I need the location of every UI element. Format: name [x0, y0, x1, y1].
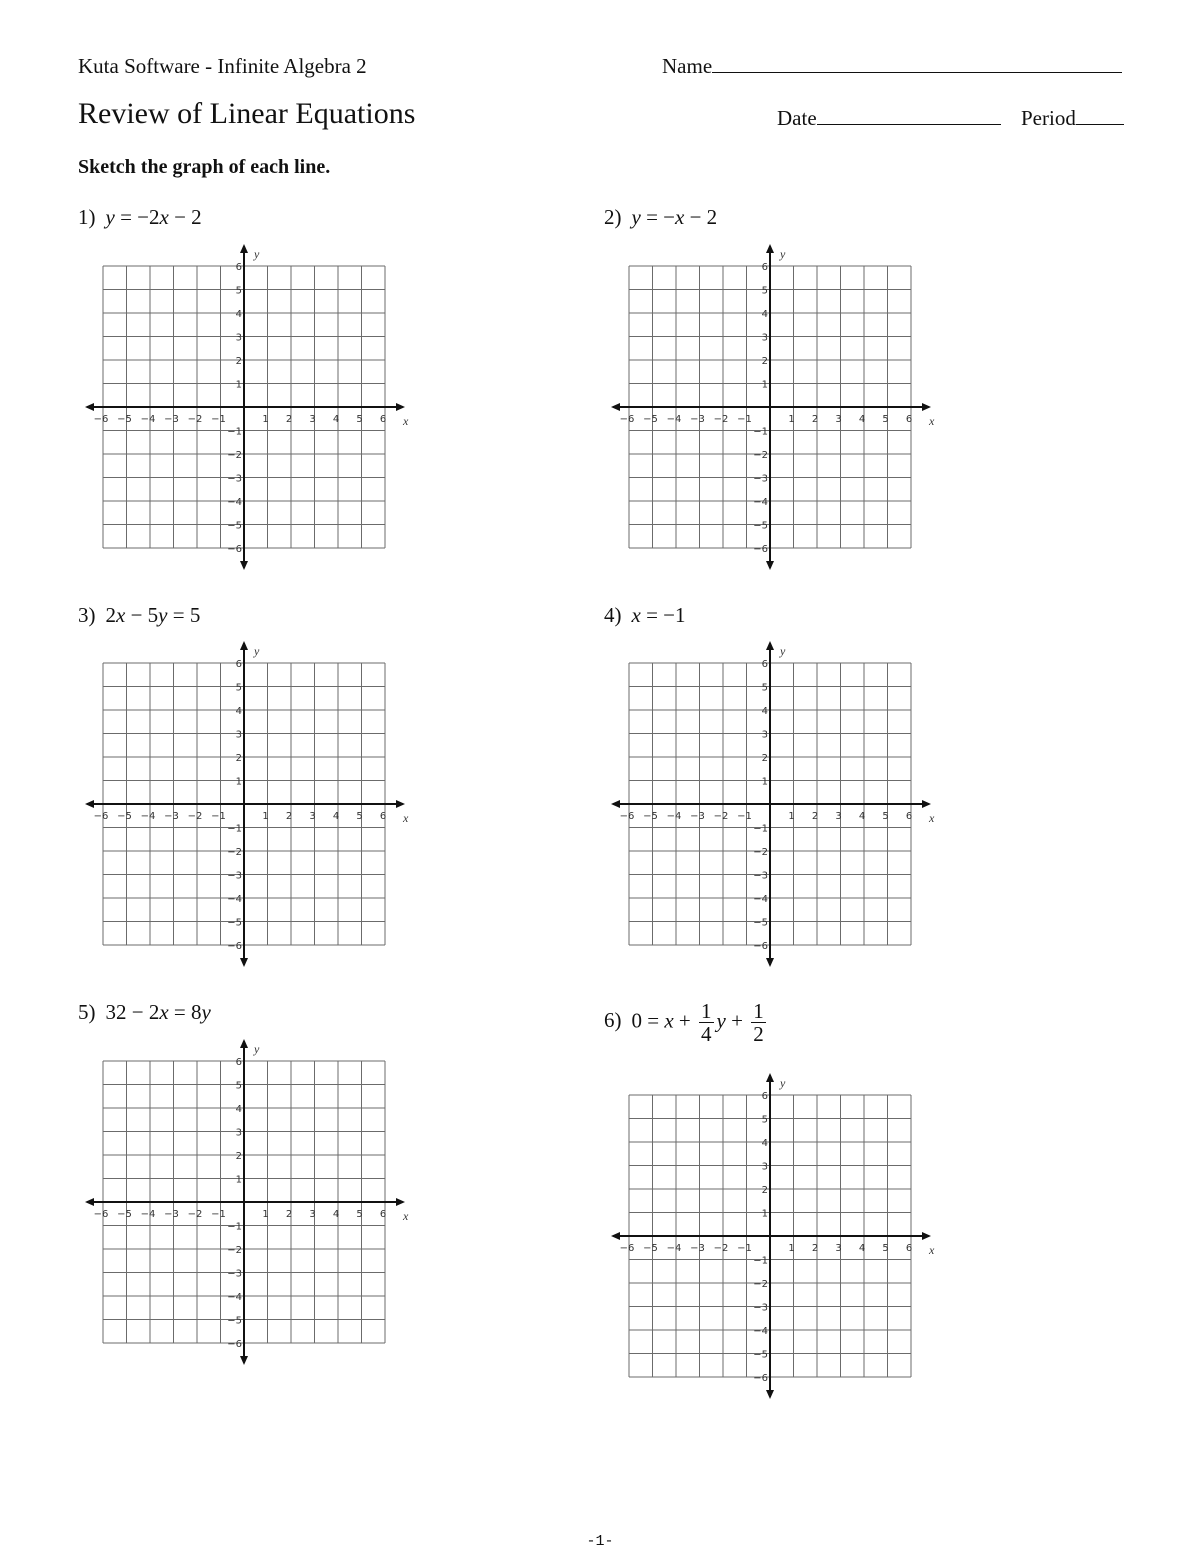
x-tick-label: −3 — [164, 811, 179, 822]
name-field[interactable] — [662, 54, 1122, 79]
x-tick-label: 5 — [882, 414, 889, 425]
x-tick-label: 4 — [858, 811, 866, 822]
y-tick-label: 3 — [235, 1127, 242, 1139]
x-tick-label: 6 — [905, 1243, 913, 1254]
y-tick-label: −4 — [227, 497, 242, 508]
date-label: Date — [777, 106, 817, 130]
x-axis-arrow-left — [85, 800, 94, 808]
y-tick-label: 5 — [761, 682, 768, 694]
name-blank[interactable] — [712, 55, 1122, 73]
y-tick-label: −6 — [227, 1339, 242, 1350]
x-tick-label: −1 — [211, 414, 226, 425]
y-tick-label: 2 — [761, 1185, 768, 1196]
coordinate-grid-2[interactable] — [608, 244, 938, 574]
instructions: Sketch the graph of each line. — [78, 156, 331, 178]
y-axis-arrow-up — [766, 1073, 774, 1082]
x-tick-label: −3 — [690, 414, 705, 425]
equation-part: + — [673, 1008, 697, 1033]
x-tick-label: −3 — [164, 414, 179, 425]
x-axis-label: x — [929, 414, 935, 428]
x-tick-label: −1 — [211, 811, 226, 822]
x-tick-label: 1 — [262, 1209, 269, 1220]
y-tick-label: −2 — [753, 1279, 768, 1290]
x-tick-label: 6 — [379, 1209, 387, 1220]
coordinate-grid-5[interactable] — [82, 1039, 412, 1369]
y-tick-label: −6 — [227, 941, 242, 952]
y-tick-label: −3 — [753, 1302, 768, 1314]
equation-part: = −1 — [640, 603, 686, 627]
equation-part: − 2 — [684, 205, 718, 229]
y-tick-label: 3 — [761, 1161, 768, 1173]
y-tick-label: −4 — [753, 497, 768, 508]
y-axis-arrow-down — [766, 958, 774, 967]
y-tick-label: 6 — [235, 1057, 242, 1068]
y-tick-label: 6 — [761, 262, 768, 273]
problem-number: 5) — [78, 1000, 96, 1024]
fraction-denominator: 2 — [753, 1022, 764, 1046]
y-tick-label: −6 — [753, 544, 768, 555]
equation-part: 32 − 2 — [105, 1000, 160, 1024]
date-blank[interactable] — [817, 107, 1001, 125]
x-axis-arrow-left — [611, 1232, 620, 1240]
y-axis-arrow-up — [240, 1039, 248, 1048]
y-tick-label: −2 — [753, 847, 768, 858]
publisher-header: Kuta Software - Infinite Algebra 2 — [78, 54, 367, 78]
x-tick-label: −6 — [619, 1243, 635, 1254]
x-tick-label: 2 — [811, 1243, 819, 1254]
y-axis-arrow-down — [766, 1390, 774, 1399]
y-tick-label: −1 — [227, 823, 242, 835]
page-title: Review of Linear Equations — [78, 97, 416, 130]
x-tick-label: −1 — [211, 1209, 226, 1220]
x-tick-label: 1 — [788, 1243, 795, 1254]
y-tick-label: 6 — [235, 659, 242, 670]
x-tick-label: −4 — [666, 1243, 682, 1254]
y-tick-label: 4 — [761, 309, 768, 320]
x-tick-label: 4 — [858, 414, 866, 425]
y-tick-label: 5 — [761, 1114, 768, 1126]
x-tick-label: −5 — [643, 811, 658, 822]
x-tick-label: −2 — [713, 1243, 729, 1254]
y-tick-label: −4 — [227, 894, 242, 905]
y-tick-label: −3 — [227, 870, 242, 882]
y-tick-label: 4 — [235, 1104, 242, 1115]
y-tick-label: 3 — [761, 729, 768, 741]
y-tick-label: −4 — [753, 1326, 768, 1337]
fraction — [699, 1000, 714, 1045]
equation-part: = − — [640, 205, 676, 229]
x-tick-label: 2 — [811, 811, 819, 822]
x-tick-label: 3 — [835, 811, 842, 822]
y-tick-label: −1 — [753, 1255, 768, 1267]
x-axis-arrow-right — [396, 800, 405, 808]
y-tick-label: 5 — [235, 682, 242, 694]
problem-2 — [604, 205, 717, 230]
y-axis-label: y — [780, 644, 786, 658]
y-tick-label: 1 — [235, 379, 242, 391]
x-tick-label: 1 — [788, 811, 795, 822]
x-tick-label: 5 — [882, 811, 889, 822]
x-tick-label: 3 — [309, 811, 316, 822]
x-tick-label: 4 — [858, 1243, 866, 1254]
equation-part: x — [159, 205, 169, 229]
x-tick-label: 2 — [811, 414, 819, 425]
equation-part: y — [105, 205, 115, 229]
x-tick-label: −2 — [713, 811, 729, 822]
y-tick-label: −1 — [227, 1221, 242, 1233]
period-blank[interactable] — [1076, 107, 1124, 125]
x-tick-label: 3 — [309, 414, 316, 425]
equation-part: x — [159, 1000, 169, 1024]
y-tick-label: −5 — [227, 520, 242, 532]
x-tick-label: −1 — [737, 811, 752, 822]
x-tick-label: −6 — [93, 414, 109, 425]
y-tick-label: −3 — [227, 1268, 242, 1280]
y-tick-label: 1 — [761, 379, 768, 391]
date-field[interactable] — [777, 106, 1001, 131]
x-axis-arrow-right — [922, 403, 931, 411]
y-tick-label: −1 — [227, 426, 242, 438]
equation-part: − 5 — [125, 603, 159, 627]
y-tick-label: 6 — [761, 1091, 768, 1102]
y-tick-label: 6 — [235, 262, 242, 273]
problem-number: 3) — [78, 603, 96, 627]
x-tick-label: 5 — [356, 1209, 363, 1220]
equation-part: x — [675, 205, 685, 229]
y-tick-label: −5 — [227, 917, 242, 929]
x-tick-label: 2 — [285, 811, 293, 822]
y-tick-label: 4 — [761, 706, 768, 717]
fraction-numerator: 1 — [701, 999, 712, 1023]
y-tick-label: 1 — [235, 776, 242, 788]
y-tick-label: −3 — [753, 473, 768, 485]
x-axis-arrow-left — [611, 403, 620, 411]
problem-3 — [78, 603, 200, 628]
y-tick-label: 5 — [761, 285, 768, 297]
x-axis-label: x — [403, 1209, 409, 1223]
x-tick-label: −1 — [737, 414, 752, 425]
y-tick-label: 2 — [235, 1151, 242, 1162]
equation-part: = 8 — [168, 1000, 202, 1024]
x-tick-label: −2 — [187, 1209, 203, 1220]
y-axis-arrow-down — [240, 561, 248, 570]
x-tick-label: −6 — [619, 414, 635, 425]
y-tick-label: −2 — [227, 847, 242, 858]
equation-part: 2 — [105, 603, 116, 627]
x-axis-label: x — [403, 811, 409, 825]
y-axis-label: y — [254, 247, 260, 261]
y-axis-label: y — [254, 1042, 260, 1056]
y-tick-label: 3 — [235, 332, 242, 344]
x-tick-label: 5 — [356, 414, 363, 425]
x-tick-label: −4 — [666, 811, 682, 822]
y-tick-label: 3 — [235, 729, 242, 741]
x-axis-label: x — [403, 414, 409, 428]
problem-4 — [604, 603, 686, 628]
x-tick-label: 4 — [332, 414, 340, 425]
coordinate-grid-1[interactable] — [82, 244, 412, 574]
x-tick-label: 5 — [356, 811, 363, 822]
x-tick-label: −2 — [187, 414, 203, 425]
y-tick-label: 1 — [761, 776, 768, 788]
y-tick-label: 3 — [761, 332, 768, 344]
equation-part: x — [664, 1008, 674, 1033]
x-tick-label: −1 — [737, 1243, 752, 1254]
x-tick-label: −5 — [117, 1209, 132, 1220]
y-axis-arrow-down — [766, 561, 774, 570]
equation-part: y — [201, 1000, 211, 1024]
x-tick-label: −4 — [666, 414, 682, 425]
x-axis-label: x — [929, 811, 935, 825]
coordinate-grid-3[interactable] — [82, 641, 412, 971]
page-number: -1- — [586, 1533, 614, 1550]
coordinate-grid-4[interactable] — [608, 641, 938, 971]
problem-6 — [604, 1000, 769, 1045]
period-label: Period — [1021, 106, 1076, 130]
y-tick-label: 2 — [761, 356, 768, 367]
y-tick-label: −4 — [753, 894, 768, 905]
y-axis-arrow-down — [240, 1356, 248, 1365]
y-tick-label: 2 — [235, 753, 242, 764]
x-axis-arrow-left — [85, 403, 94, 411]
x-axis-arrow-right — [922, 800, 931, 808]
equation-part: = −2 — [114, 205, 160, 229]
x-tick-label: −4 — [140, 414, 156, 425]
y-tick-label: −2 — [753, 450, 768, 461]
x-tick-label: −5 — [643, 1243, 658, 1254]
y-tick-label: −6 — [227, 544, 242, 555]
y-tick-label: 5 — [235, 1080, 242, 1092]
x-tick-label: 1 — [262, 811, 269, 822]
y-tick-label: −2 — [227, 1245, 242, 1256]
x-tick-label: 5 — [882, 1243, 889, 1254]
x-tick-label: −4 — [140, 811, 156, 822]
x-tick-label: −5 — [643, 414, 658, 425]
period-field[interactable] — [1021, 106, 1124, 131]
x-tick-label: 2 — [285, 1209, 293, 1220]
y-tick-label: 1 — [235, 1174, 242, 1186]
x-tick-label: 6 — [379, 811, 387, 822]
x-tick-label: −6 — [93, 811, 109, 822]
y-tick-label: 4 — [235, 309, 242, 320]
y-axis-arrow-up — [240, 244, 248, 253]
x-tick-label: 3 — [835, 1243, 842, 1254]
equation-part: 0 = — [631, 1008, 665, 1033]
fraction-denominator: 4 — [701, 1022, 712, 1046]
y-tick-label: −5 — [753, 1349, 768, 1361]
y-axis-label: y — [780, 1076, 786, 1090]
name-label: Name — [662, 54, 713, 78]
x-axis-arrow-right — [922, 1232, 931, 1240]
y-tick-label: 1 — [761, 1208, 768, 1220]
x-tick-label: 3 — [835, 414, 842, 425]
y-tick-label: 4 — [761, 1138, 768, 1149]
x-tick-label: 6 — [905, 811, 913, 822]
coordinate-grid-6[interactable] — [608, 1073, 938, 1403]
x-tick-label: 4 — [332, 811, 340, 822]
x-axis-label: x — [929, 1243, 935, 1257]
equation-part: y — [158, 603, 168, 627]
x-tick-label: −6 — [619, 811, 635, 822]
x-axis-arrow-right — [396, 1198, 405, 1206]
x-tick-label: −2 — [187, 811, 203, 822]
equation-part: + — [725, 1008, 749, 1033]
y-axis-arrow-up — [766, 641, 774, 650]
y-tick-label: −4 — [227, 1292, 242, 1303]
problem-1 — [78, 205, 202, 230]
y-tick-label: −3 — [227, 473, 242, 485]
y-tick-label: 6 — [761, 659, 768, 670]
y-tick-label: −5 — [753, 917, 768, 929]
x-axis-arrow-left — [611, 800, 620, 808]
y-tick-label: −1 — [753, 426, 768, 438]
problem-number: 6) — [604, 1008, 622, 1033]
equation-part: x — [631, 603, 641, 627]
x-tick-label: −3 — [164, 1209, 179, 1220]
y-tick-label: −5 — [227, 1315, 242, 1327]
equation-part: y — [631, 205, 641, 229]
x-axis-arrow-left — [85, 1198, 94, 1206]
y-axis-arrow-up — [240, 641, 248, 650]
y-tick-label: 4 — [235, 706, 242, 717]
y-tick-label: −3 — [753, 870, 768, 882]
fraction — [751, 1000, 766, 1045]
x-axis-arrow-right — [396, 403, 405, 411]
y-tick-label: 5 — [235, 285, 242, 297]
y-tick-label: −2 — [227, 450, 242, 461]
y-axis-arrow-down — [240, 958, 248, 967]
equation-part: y — [716, 1008, 726, 1033]
y-axis-label: y — [254, 644, 260, 658]
problem-5 — [78, 1000, 211, 1025]
y-tick-label: 2 — [235, 356, 242, 367]
problem-number: 1) — [78, 205, 96, 229]
x-tick-label: 1 — [262, 414, 269, 425]
x-tick-label: 3 — [309, 1209, 316, 1220]
problem-number: 2) — [604, 205, 622, 229]
x-tick-label: −2 — [713, 414, 729, 425]
equation-part: = 5 — [167, 603, 201, 627]
y-axis-label: y — [780, 247, 786, 261]
x-tick-label: 2 — [285, 414, 293, 425]
y-tick-label: −5 — [753, 520, 768, 532]
x-tick-label: 4 — [332, 1209, 340, 1220]
y-axis-arrow-up — [766, 244, 774, 253]
y-tick-label: −1 — [753, 823, 768, 835]
x-tick-label: 1 — [788, 414, 795, 425]
x-tick-label: 6 — [905, 414, 913, 425]
x-tick-label: −3 — [690, 811, 705, 822]
y-tick-label: 2 — [761, 753, 768, 764]
x-tick-label: −5 — [117, 414, 132, 425]
fraction-numerator: 1 — [753, 999, 764, 1023]
x-tick-label: −5 — [117, 811, 132, 822]
equation-part: x — [116, 603, 126, 627]
x-tick-label: −6 — [93, 1209, 109, 1220]
problem-number: 4) — [604, 603, 622, 627]
x-tick-label: −3 — [690, 1243, 705, 1254]
x-tick-label: 6 — [379, 414, 387, 425]
x-tick-label: −4 — [140, 1209, 156, 1220]
y-tick-label: −6 — [753, 1373, 768, 1384]
equation-part: − 2 — [168, 205, 202, 229]
y-tick-label: −6 — [753, 941, 768, 952]
